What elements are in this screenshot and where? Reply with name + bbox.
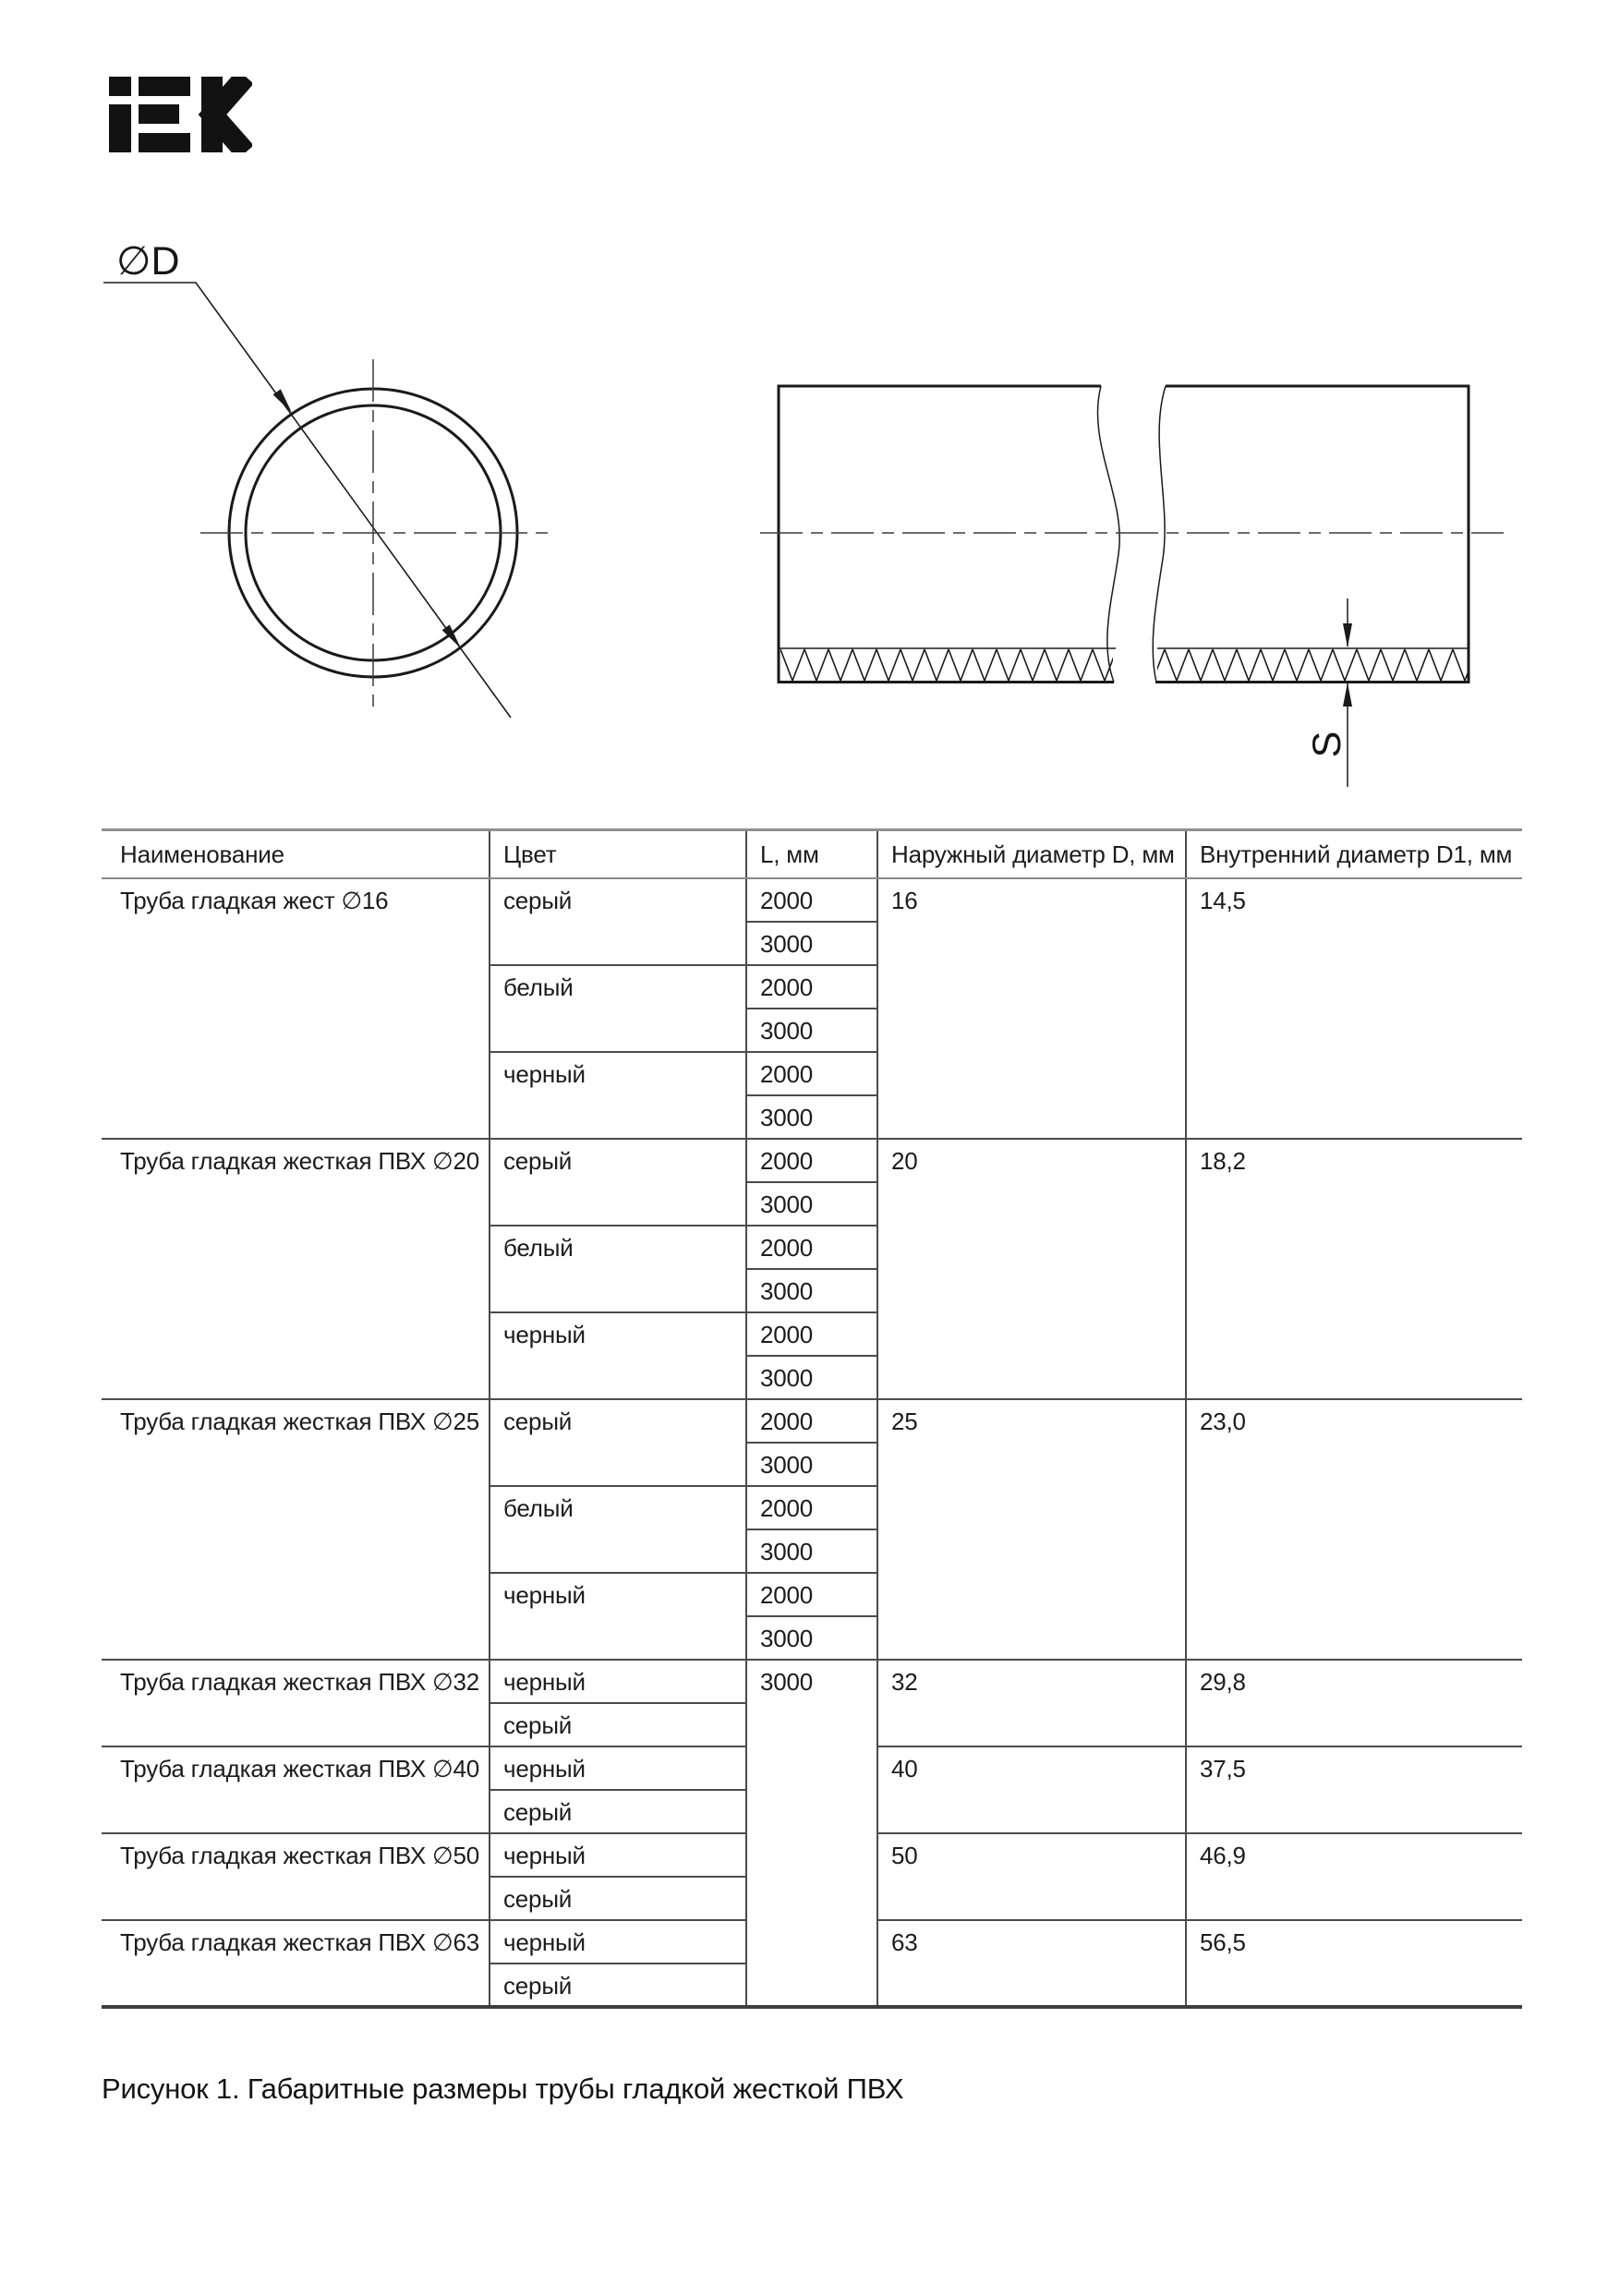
length-cell: 3000	[746, 1443, 877, 1486]
outer-diameter-cell: 32	[877, 1660, 1186, 1746]
col-header-inner-diameter: Внутренний диаметр D1, мм	[1186, 830, 1522, 879]
product-name-cell: Труба гладкая жесткая ПВХ ∅50	[102, 1833, 490, 1920]
thickness-arrowhead-down	[1343, 623, 1352, 647]
length-cell: 3000	[746, 1182, 877, 1226]
diameter-arrowhead-upper	[273, 389, 292, 413]
color-cell: белый	[490, 1226, 746, 1312]
color-cell: черный	[490, 1746, 746, 1790]
col-header-name: Наименование	[102, 830, 490, 879]
product-name-cell: Труба гладкая жесткая ПВХ ∅40	[102, 1746, 490, 1833]
pipe-spec-table	[102, 828, 1522, 2009]
color-cell: черный	[490, 1312, 746, 1399]
color-cell: серый	[490, 1399, 746, 1486]
color-cell: серый	[490, 1877, 746, 1920]
col-header-length: L, мм	[746, 830, 877, 879]
inner-diameter-cell: 56,5	[1186, 1920, 1522, 2007]
length-cell: 3000	[746, 1356, 877, 1399]
table-row	[102, 1399, 1522, 1443]
spec-table-header	[102, 830, 1522, 879]
color-cell: серый	[490, 878, 746, 965]
product-name-cell: Труба гладкая жесткая ПВХ ∅63	[102, 1920, 490, 2007]
header-row	[102, 830, 1522, 879]
diameter-label: ∅D	[116, 239, 180, 284]
length-cell: 3000	[746, 1660, 877, 2007]
length-cell: 2000	[746, 1052, 877, 1095]
color-cell: черный	[490, 1833, 746, 1877]
length-cell: 2000	[746, 1312, 877, 1356]
color-cell: серый	[490, 1790, 746, 1833]
spec-table-body	[102, 878, 1522, 2007]
table-row	[102, 878, 1522, 922]
color-cell: серый	[490, 1703, 746, 1746]
color-cell: черный	[490, 1920, 746, 1964]
outer-diameter-cell: 40	[877, 1746, 1186, 1833]
length-cell: 2000	[746, 1226, 877, 1269]
length-cell: 2000	[746, 1486, 877, 1529]
outer-diameter-cell: 63	[877, 1920, 1186, 2007]
length-cell: 3000	[746, 1009, 877, 1052]
length-cell: 2000	[746, 965, 877, 1009]
thickness-arrowhead-up	[1343, 683, 1352, 707]
length-cell: 3000	[746, 1529, 877, 1573]
table-row	[102, 1139, 1522, 1182]
color-cell: белый	[490, 965, 746, 1052]
diameter-leader-line	[103, 283, 511, 718]
color-cell: белый	[490, 1486, 746, 1573]
product-name-cell: Труба гладкая жесткая ПВХ ∅25	[102, 1399, 490, 1660]
length-cell: 2000	[746, 1399, 877, 1443]
inner-diameter-cell: 37,5	[1186, 1746, 1522, 1833]
pipe-left-outline	[779, 386, 1114, 683]
outer-diameter-cell: 20	[877, 1139, 1186, 1399]
inner-diameter-cell: 46,9	[1186, 1833, 1522, 1920]
technical-drawing	[0, 0, 1620, 813]
length-cell: 3000	[746, 1616, 877, 1660]
inner-diameter-cell: 14,5	[1186, 878, 1522, 1139]
length-cell: 2000	[746, 878, 877, 922]
length-cell: 3000	[746, 1269, 877, 1312]
inner-diameter-cell: 29,8	[1186, 1660, 1522, 1746]
product-name-cell: Труба гладкая жесткая ПВХ ∅32	[102, 1660, 490, 1746]
color-cell: черный	[490, 1573, 746, 1660]
table-row	[102, 1660, 1522, 1703]
outer-diameter-cell: 25	[877, 1399, 1186, 1660]
product-name-cell: Труба гладкая жесткая ПВХ ∅20	[102, 1139, 490, 1399]
outer-diameter-cell: 50	[877, 1833, 1186, 1920]
length-cell: 3000	[746, 922, 877, 965]
figure-caption: Рисунок 1. Габаритные размеры трубы гладкой жесткой ПВХ	[102, 2072, 904, 2105]
color-cell: черный	[490, 1052, 746, 1139]
length-cell: 2000	[746, 1573, 877, 1616]
pipe-right-outline	[1155, 386, 1469, 683]
length-cell: 3000	[746, 1095, 877, 1139]
pipe-left-wall-hatch	[780, 648, 1113, 682]
thickness-label: S	[1305, 731, 1349, 758]
pipe-left-break-edge	[1097, 386, 1119, 683]
col-header-color: Цвет	[490, 830, 746, 879]
color-cell: серый	[490, 1139, 746, 1226]
inner-diameter-cell: 23,0	[1186, 1399, 1522, 1660]
color-cell: черный	[490, 1660, 746, 1703]
color-cell: серый	[490, 1964, 746, 2007]
length-cell: 2000	[746, 1139, 877, 1182]
pipe-right-break-edge	[1153, 386, 1166, 683]
col-header-outer-diameter: Наружный диаметр D, мм	[877, 830, 1186, 879]
product-name-cell: Труба гладкая жест ∅16	[102, 878, 490, 1139]
outer-diameter-cell: 16	[877, 878, 1186, 1139]
inner-diameter-cell: 18,2	[1186, 1139, 1522, 1399]
pipe-right-wall-hatch	[1157, 648, 1468, 682]
